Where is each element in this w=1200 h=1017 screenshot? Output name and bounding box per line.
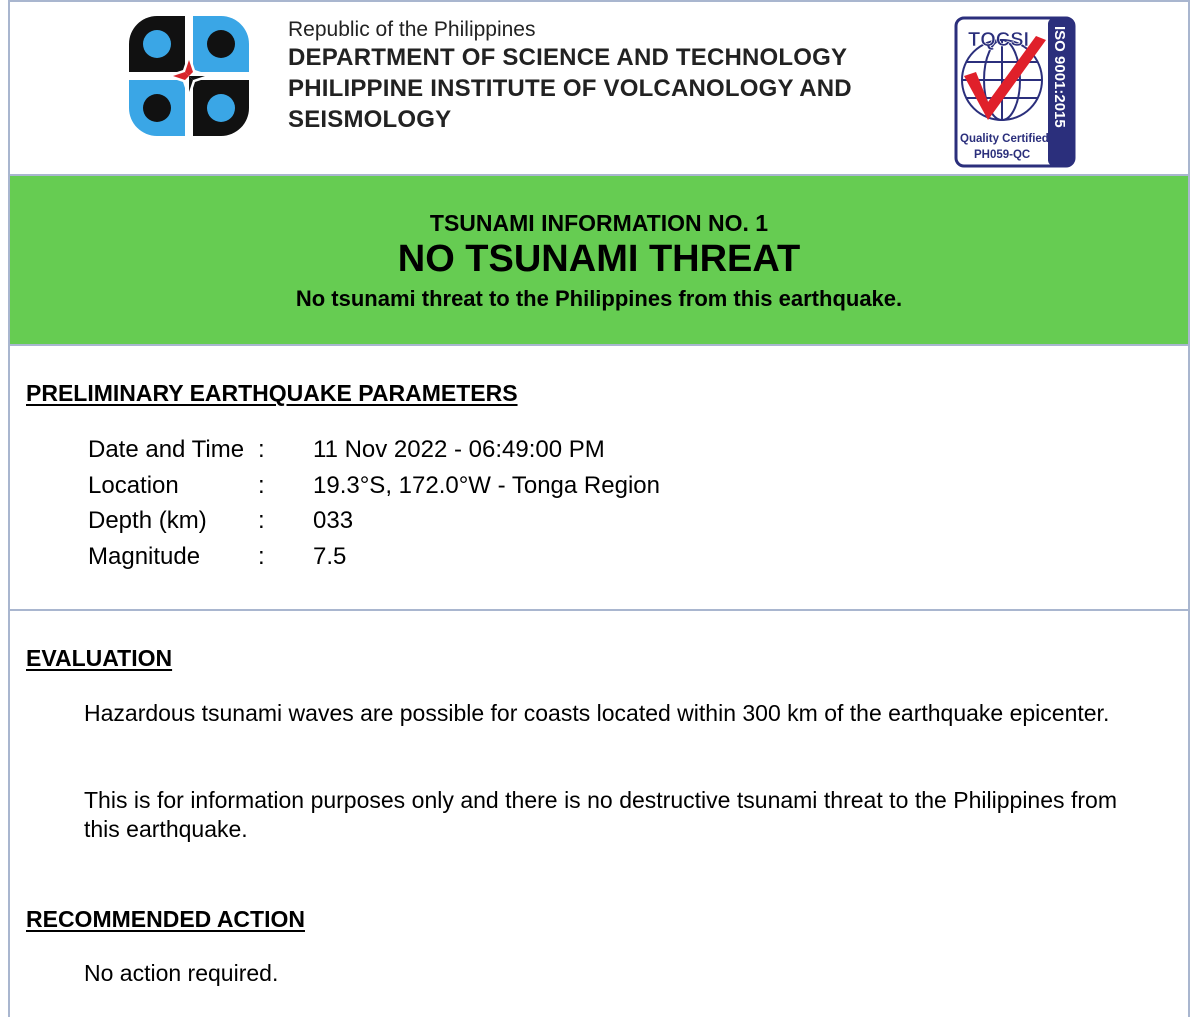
param-row-datetime xyxy=(88,436,788,472)
bulletin-subtitle: No tsunami threat to the Philippines from this earthquake. xyxy=(295,286,903,311)
param-value: 7.5 xyxy=(313,542,347,570)
evaluation-heading: EVALUATION xyxy=(26,645,173,671)
cert-quality-label: Quality Certified xyxy=(960,133,1049,145)
institute-name-line1: PHILIPPINE INSTITUTE OF VOLCANOLOGY AND xyxy=(288,75,852,102)
agency-name-block xyxy=(288,18,852,135)
param-colon: : xyxy=(258,507,265,534)
bulletin-number: TSUNAMI INFORMATION NO. 1 xyxy=(429,210,769,236)
document-header xyxy=(10,2,1188,174)
param-colon: : xyxy=(258,542,265,570)
cert-brand: TQCSI xyxy=(968,29,1030,51)
recommended-action-heading: RECOMMENDED ACTION xyxy=(26,906,305,932)
param-label: Location xyxy=(88,471,179,499)
param-row-magnitude xyxy=(88,543,788,579)
section-divider xyxy=(10,609,1188,611)
cert-iso-label: ISO 9001:2015 xyxy=(1051,26,1068,128)
evaluation-paragraph: Hazardous tsunami waves are possible for coasts located within 300 km of the earthquake epicenter. xyxy=(84,700,1110,726)
param-colon: : xyxy=(258,436,265,463)
republic-label: Republic of the Philippines xyxy=(288,18,536,41)
param-row-location xyxy=(88,472,788,508)
recommended-action-text: No action required. xyxy=(84,960,279,986)
param-label: Depth (km) xyxy=(88,507,207,534)
param-value: 11 Nov 2022 - 06:49:00 PM xyxy=(313,436,605,463)
evaluation-paragraph: This is for information purposes only and there is no destructive tsunami threat to the Philippines from this earthquake. xyxy=(84,787,1117,842)
bulletin-title: NO TSUNAMI THREAT xyxy=(397,238,801,280)
param-row-depth xyxy=(88,507,788,543)
parameters-heading: PRELIMINARY EARTHQUAKE PARAMETERS xyxy=(26,380,518,406)
parameters-table xyxy=(88,436,788,578)
iso-certification-badge xyxy=(954,16,1076,168)
institute-name-line2: SEISMOLOGY xyxy=(288,106,452,133)
department-name: DEPARTMENT OF SCIENCE AND TECHNOLOGY xyxy=(288,44,848,71)
param-label: Magnitude xyxy=(88,542,201,570)
dost-logo xyxy=(129,16,249,136)
status-banner xyxy=(10,174,1188,346)
param-colon: : xyxy=(258,471,265,499)
cert-code: PH059-QC xyxy=(974,149,1031,161)
param-label: Date and Time xyxy=(88,436,245,463)
param-value: 19.3°S, 172.0°W - Tonga Region xyxy=(313,471,660,499)
param-value: 033 xyxy=(313,507,354,534)
